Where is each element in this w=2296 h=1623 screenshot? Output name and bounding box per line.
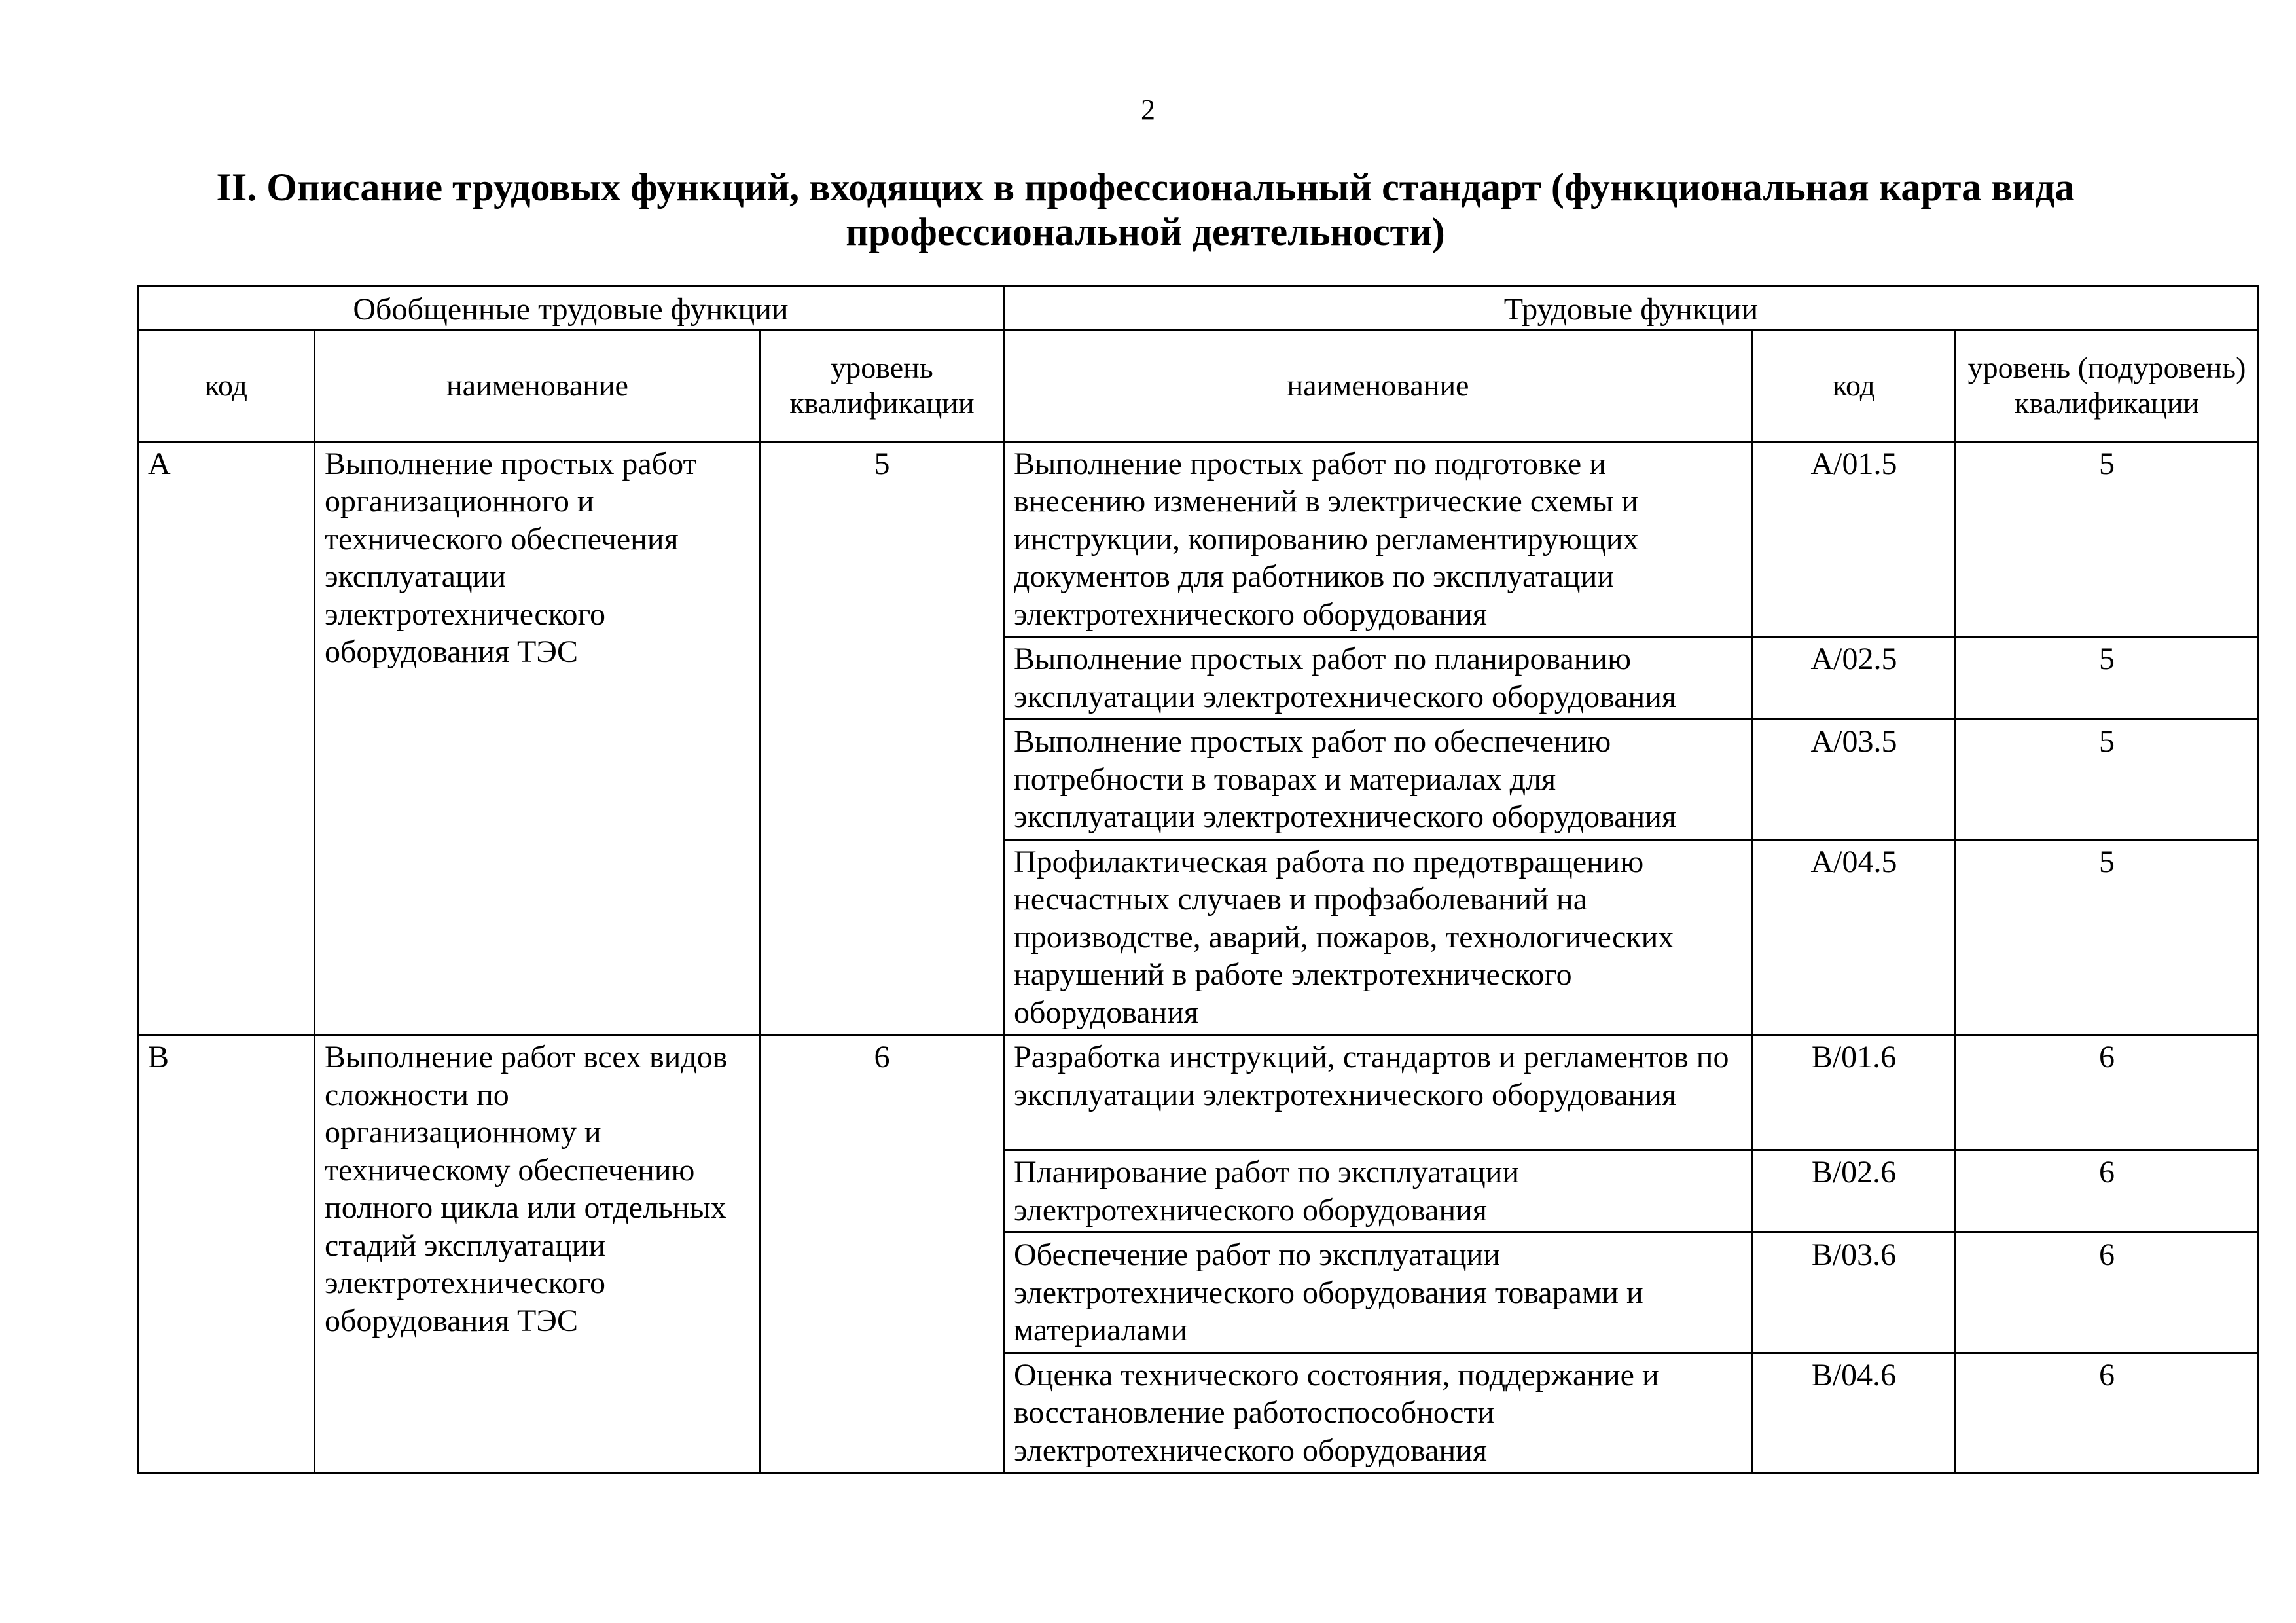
labor-function-name: Планирование работ по эксплуатации электротехнического оборудования: [1004, 1150, 1753, 1233]
labor-function-name: Оценка технического состояния, поддержание и восстановление работоспособности электротехнического оборудования: [1004, 1353, 1753, 1473]
column-header-row: [138, 329, 2259, 441]
group-header-row: [138, 286, 2259, 330]
labor-function-name: Выполнение простых работ по обеспечению потребности в товарах и материалах для эксплуатации электротехнического оборудования: [1004, 720, 1753, 840]
generalized-functions-header: Обобщенные трудовые функции: [138, 286, 1004, 330]
labor-function-code: A/04.5: [1753, 839, 1956, 1035]
labor-function-name: Разработка инструкций, стандартов и регламентов по эксплуатации электротехнического оборудования: [1004, 1035, 1753, 1150]
generalized-function-code: A: [138, 441, 315, 1035]
generalized-function-name: Выполнение работ всех видов сложности по организационному и техническому обеспечению полного цикла или отдельных стадий эксплуатации электротехнического оборудования ТЭС: [315, 1035, 761, 1473]
labor-function-level: 6: [1956, 1353, 2259, 1473]
table-row: [138, 1035, 2259, 1150]
labor-function-level: 5: [1956, 441, 2259, 637]
labor-function-level: 6: [1956, 1150, 2259, 1233]
col-header-gen-level: уровень квалификации: [761, 329, 1004, 441]
labor-function-level: 6: [1956, 1233, 2259, 1353]
labor-function-level: 5: [1956, 720, 2259, 840]
generalized-function-name: Выполнение простых работ организационного и технического обеспечения эксплуатации электротехнического оборудования ТЭС: [315, 441, 761, 1035]
col-header-tf-name: наименование: [1004, 329, 1753, 441]
labor-function-name: Профилактическая работа по предотвращению несчастных случаев и профзаболеваний на производстве, аварий, пожаров, технологических нарушений в работе электротехнического оборудования: [1004, 839, 1753, 1035]
labor-function-code: A/01.5: [1753, 441, 1956, 637]
labor-function-name: Выполнение простых работ по планированию эксплуатации электротехнического оборудования: [1004, 637, 1753, 720]
labor-functions-header: Трудовые функции: [1004, 286, 2259, 330]
generalized-function-level: 6: [761, 1035, 1004, 1473]
labor-function-level: 5: [1956, 637, 2259, 720]
section-heading: II. Описание трудовых функций, входящих в профессиональный стандарт (функциональная карта вида профессиональной деятельности): [216, 166, 2075, 253]
col-header-tf-level: уровень (подуровень) квалификации: [1956, 329, 2259, 441]
labor-function-name: Обеспечение работ по эксплуатации электротехнического оборудования товарами и материалами: [1004, 1233, 1753, 1353]
labor-function-code: A/02.5: [1753, 637, 1956, 720]
functional-map-table: [137, 285, 2259, 1474]
labor-function-code: B/03.6: [1753, 1233, 1956, 1353]
col-header-tf-code: код: [1753, 329, 1956, 441]
generalized-function-code: B: [138, 1035, 315, 1473]
labor-function-code: B/04.6: [1753, 1353, 1956, 1473]
labor-function-name: Выполнение простых работ по подготовке и внесению изменений в электрические схемы и инструкции, копированию регламентирующих документов для работников по эксплуатации электротехнического оборудования: [1004, 441, 1753, 637]
generalized-function-level: 5: [761, 441, 1004, 1035]
col-header-gen-name: наименование: [315, 329, 761, 441]
page-number: 2: [1141, 94, 1155, 126]
col-header-gen-code: код: [138, 329, 315, 441]
labor-function-level: 5: [1956, 839, 2259, 1035]
labor-function-code: B/02.6: [1753, 1150, 1956, 1233]
labor-function-code: B/01.6: [1753, 1035, 1956, 1150]
labor-function-level: 6: [1956, 1035, 2259, 1150]
labor-function-code: A/03.5: [1753, 720, 1956, 840]
table-row: [138, 441, 2259, 637]
